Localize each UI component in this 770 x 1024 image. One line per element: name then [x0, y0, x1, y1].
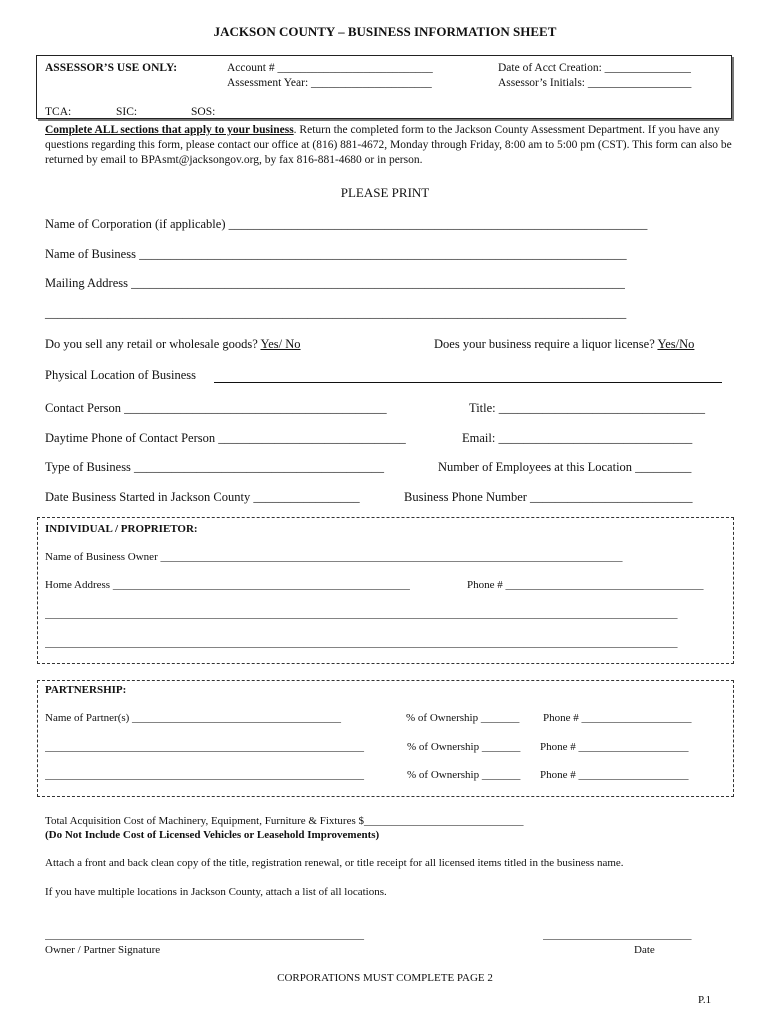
acquisition-cost-field[interactable]: Total Acquisition Cost of Machinery, Equipment, Furniture & Fixtures $_____________________________: [45, 815, 524, 827]
physical-location-label: Physical Location of Business: [45, 368, 197, 382]
please-print-heading: PLEASE PRINT: [340, 185, 430, 200]
partner-phone-1[interactable]: Phone # ____________________: [543, 712, 692, 724]
home-address-line3[interactable]: ___________________________________________________________________________________________________________________: [45, 637, 678, 649]
date-line[interactable]: ___________________________: [543, 929, 692, 941]
email-field[interactable]: Email: _______________________________: [462, 431, 693, 445]
ownership-field-3[interactable]: % of Ownership _______: [407, 769, 521, 781]
home-address-field[interactable]: Home Address ______________________________________________________: [45, 579, 410, 591]
account-field[interactable]: Account # ___________________________: [227, 62, 433, 74]
partner-name-field-3[interactable]: __________________________________________________________: [45, 769, 364, 781]
liquor-question: [434, 337, 694, 352]
instructions-lead: Complete ALL sections that apply to your business: [45, 124, 294, 136]
page-title: JACKSON COUNTY – BUSINESS INFORMATION SHEET: [213, 24, 557, 39]
partnership-heading: PARTNERSHIP:: [45, 684, 127, 696]
sic-label: SIC:: [116, 106, 138, 118]
tca-label: TCA:: [45, 106, 72, 118]
business-owner-field[interactable]: Name of Business Owner ____________________________________________________________________________________: [45, 551, 623, 563]
mailing-address-line2[interactable]: _____________________________________________________________________________________________: [45, 306, 627, 320]
liquor-yes-no[interactable]: Yes/No: [657, 337, 695, 351]
corporation-name-field[interactable]: Name of Corporation (if applicable) ___________________________________________________________________: [45, 217, 648, 231]
multiple-locations-note: If you have multiple locations in Jackson County, attach a list of all locations.: [45, 886, 387, 898]
physical-location-input[interactable]: [214, 382, 722, 383]
partner-phone-2[interactable]: Phone # ____________________: [540, 741, 689, 753]
assessor-label: ASSESSOR’S USE ONLY:: [45, 62, 178, 74]
title-field[interactable]: Title: _________________________________: [469, 401, 706, 415]
liquor-question-text: Does your business require a liquor license?: [434, 337, 655, 351]
partner-name-field-2[interactable]: __________________________________________________________: [45, 741, 364, 753]
business-phone-field[interactable]: Business Phone Number __________________________: [404, 490, 693, 504]
date-started-field[interactable]: Date Business Started in Jackson County _________________: [45, 490, 360, 504]
owner-phone-field[interactable]: Phone # ____________________________________: [467, 579, 704, 591]
individual-heading: INDIVIDUAL / PROPRIETOR:: [45, 523, 198, 535]
instructions-paragraph: [45, 123, 735, 168]
assessor-initials-field[interactable]: Assessor’s Initials: __________________: [498, 77, 692, 89]
ownership-field-1[interactable]: % of Ownership _______: [406, 712, 520, 724]
retail-question: [45, 337, 301, 352]
signature-line[interactable]: __________________________________________________________: [45, 929, 364, 941]
contact-person-field[interactable]: Contact Person __________________________________________: [45, 401, 387, 415]
retail-yes-no[interactable]: Yes/ No: [260, 337, 301, 351]
employees-field[interactable]: Number of Employees at this Location _________: [438, 460, 692, 474]
business-name-field[interactable]: Name of Business ______________________________________________________________________________: [45, 247, 627, 261]
sos-label: SOS:: [191, 106, 216, 118]
mailing-address-field[interactable]: Mailing Address _______________________________________________________________________________: [45, 276, 625, 290]
business-type-field[interactable]: Type of Business ________________________________________: [45, 460, 385, 474]
date-label: Date: [634, 944, 655, 956]
partner-name-field[interactable]: Name of Partner(s) ______________________________________: [45, 712, 342, 724]
instructions-text: . Return the completed form to the Jackson County Assessment Department. If you have any questions regarding this form, please contact our office at (816) 881-4672, Monday through Friday, 8:00 am to 5:00 pm (CST). This form can also be returned by email to BPAsmt@jacksongov.org, by fax 816-881-4680 or in person.: [45, 124, 732, 166]
attach-title-note: Attach a front and back clean copy of the title, registration renewal, or title receipt for all licensed items titled in the business name.: [45, 857, 624, 869]
partner-phone-3[interactable]: Phone # ____________________: [540, 769, 689, 781]
assessment-year-field[interactable]: Assessment Year: _____________________: [227, 77, 432, 89]
page-number: P.1: [698, 994, 712, 1006]
date-creation-field[interactable]: Date of Acct Creation: _______________: [498, 62, 691, 74]
home-address-line2[interactable]: ___________________________________________________________________________________________________________________: [45, 608, 678, 620]
signature-label: Owner / Partner Signature: [45, 944, 161, 956]
acquisition-exclusion-note: (Do Not Include Cost of Licensed Vehicles or Leasehold Improvements): [45, 829, 380, 841]
daytime-phone-field[interactable]: Daytime Phone of Contact Person ______________________________: [45, 431, 406, 445]
ownership-field-2[interactable]: % of Ownership _______: [407, 741, 521, 753]
corporations-note: CORPORATIONS MUST COMPLETE PAGE 2: [277, 972, 493, 984]
retail-question-text: Do you sell any retail or wholesale goods?: [45, 337, 258, 351]
